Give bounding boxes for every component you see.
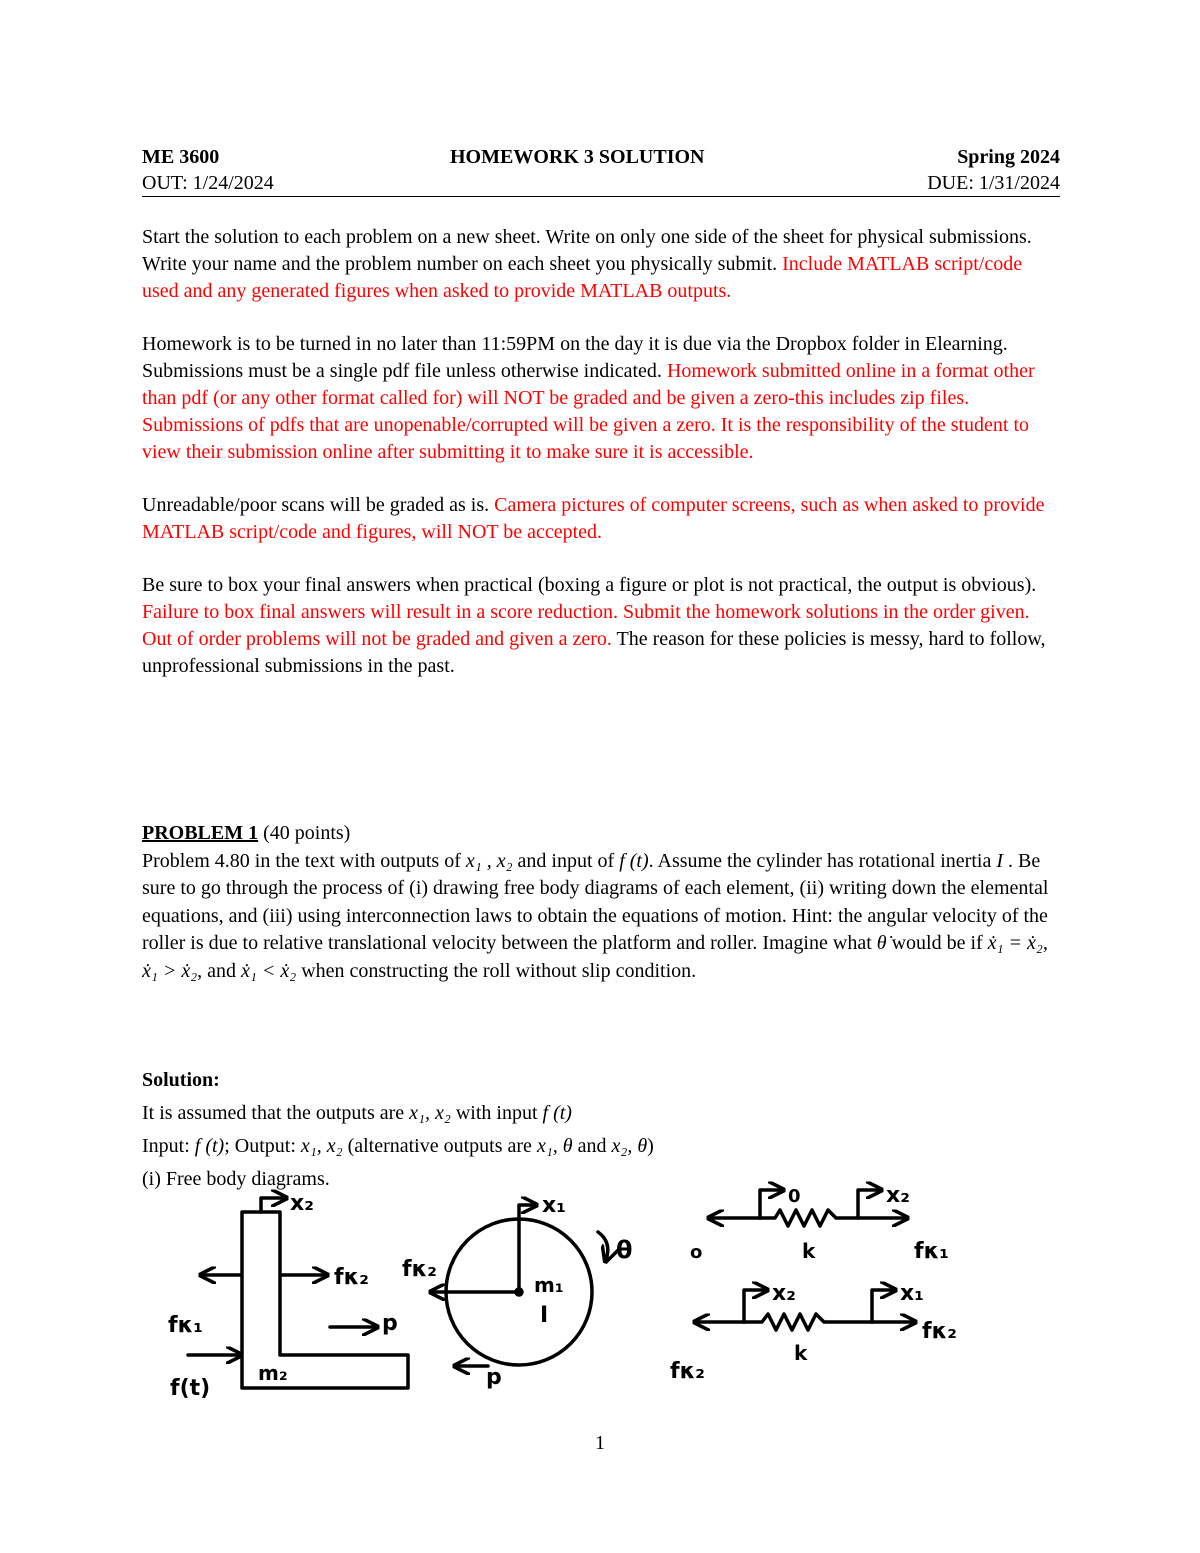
instructions [142, 224, 1062, 706]
math-expression: x₁ , x₂ [465, 849, 513, 872]
problem-text: . Assume the cylinder has [648, 849, 854, 872]
x2-label: x₂ [290, 1191, 314, 1216]
fk1-label-spring1: fκ₁ [914, 1239, 949, 1264]
solution-title: Solution: [142, 1069, 220, 1091]
problem-text: , and [197, 959, 237, 982]
spring-fbd-2 [670, 1281, 957, 1384]
k-label-spring1: k [802, 1239, 816, 1263]
problem-text: Problem 4.80 in the text with outputs of [142, 849, 466, 872]
instr-warning: Camera pictures of computer screens, such as when asked to provide MATLAB script/code and figures, will NOT be accepted. [142, 494, 1045, 543]
math-expression: x₁, x₂ [409, 1102, 451, 1124]
math-expression: ẋ₁ = ẋ₂, ẋ₁ > ẋ₂ [142, 932, 1048, 982]
page-number: 1 [595, 1432, 605, 1454]
math-expression: x₁, x₂ [300, 1135, 343, 1157]
problem-text: would be if [886, 932, 988, 954]
math-expression: f (t) [619, 849, 649, 872]
x2-arrow-spring1 [858, 1190, 880, 1218]
inertia-label: I [540, 1303, 549, 1328]
math-expression: I [996, 849, 1004, 872]
zero-label: 0 [788, 1186, 801, 1207]
x2-label-spring2: x₂ [772, 1281, 796, 1306]
solution-line-1 [142, 1097, 1062, 1130]
fk2-label-spring2-left: fκ₂ [670, 1359, 705, 1384]
instructions-paragraph-2 [142, 331, 1062, 466]
problem-text: when constructing the roll without slip condition. [296, 959, 697, 982]
term: Spring 2024 [957, 146, 1060, 168]
out-date: OUT: 1/24/2024 [142, 172, 274, 194]
instructions-paragraph-3 [142, 492, 1062, 546]
k-label-spring2: k [794, 1341, 808, 1365]
due-date: DUE: 1/31/2024 [927, 172, 1060, 194]
x2-label-spring1: x₂ [886, 1183, 910, 1208]
x1-label: x₁ [542, 1193, 566, 1218]
solution-text: It is assumed that the outputs are [142, 1102, 410, 1124]
free-body-diagrams [150, 1180, 990, 1410]
cylinder-fbd [402, 1193, 633, 1390]
problem-title: PROBLEM 1 [142, 822, 259, 844]
instr-warning: Homework submitted online in a format other than pdf (or any other format called for) will NOT be graded and be given a zero-this includes zip files. Submissions of pdfs that are unopenable/corrupted will be given a zero. It is the responsibility of the student to view their submission online after submitting it to make sure it is accessible. [142, 360, 1035, 463]
spring-fbd-1 [690, 1183, 949, 1264]
solution-text: and [572, 1135, 612, 1157]
instr-text: Start the solution to each problem on a new sheet. Write on only one side of the sheet for physical submissions. Write your name and the problem number on each sheet you physically submit. [142, 226, 1032, 275]
problem-heading [142, 820, 1062, 848]
math-expression: f (t) [194, 1135, 225, 1157]
problem-1 [142, 820, 1062, 985]
p-label-platform: p [382, 1311, 398, 1336]
m1-label: m₁ [534, 1273, 564, 1297]
instructions-paragraph-1 [142, 224, 1062, 305]
m2-label: m₂ [258, 1361, 288, 1385]
instr-text: The reason for these policies is messy, hard to follow, unprofessional submissions in the past. [142, 628, 1046, 677]
x1-arrow-spring2 [872, 1290, 894, 1322]
theta-arrow [598, 1232, 608, 1260]
x2-arrow-spring2 [744, 1290, 766, 1322]
instr-warning: Include MATLAB script/code used and any generated figures when asked to provide MATLAB outputs. [142, 253, 1023, 302]
problem-statement [142, 848, 1062, 986]
x2-arrow [261, 1198, 285, 1212]
spring1-zigzag [760, 1210, 858, 1226]
solution [142, 1064, 1062, 1196]
instr-warning: Failure to box final answers will result in a score reduction. Submit the homework solutions in the order given. Out of order problems will not be graded and given a zero. [142, 601, 1030, 650]
math-expression: x₂, θ [611, 1135, 648, 1157]
cylinder-center [516, 1289, 522, 1295]
p-label-cylinder: p [486, 1365, 502, 1390]
spring2-zigzag [744, 1314, 872, 1330]
instructions-paragraph-4 [142, 572, 1062, 680]
fk2-label-spring2: fκ₂ [922, 1319, 957, 1344]
instr-text: Homework is to be turned in no later than 11:59PM on the day it is due via the Dropbox folder in Elearning. Submissions must be a single pdf file unless otherwise indicated. [142, 333, 1008, 382]
solution-line-3: (i) Free body diagrams. [142, 1168, 330, 1190]
theta-label: θ [616, 1236, 633, 1264]
fk2-label-platform: fκ₂ [334, 1265, 369, 1290]
document-title: HOMEWORK 3 SOLUTION [450, 146, 705, 168]
math-expression: x₁, θ [536, 1135, 573, 1157]
instr-text: Unreadable/poor scans will be graded as is. [142, 494, 490, 516]
problem-text: rotational inertia [858, 849, 997, 872]
header-row-1 [142, 146, 1060, 172]
problem-text: and input of [512, 849, 620, 872]
math-expression: ẋ₁ < ẋ₂ [241, 959, 297, 982]
math-expression: f (t) [542, 1102, 572, 1124]
fk1-label: fκ₁ [168, 1313, 203, 1338]
x1-label-spring2: x₁ [900, 1281, 924, 1306]
solution-text: ) [647, 1135, 654, 1157]
solution-text: ; Output: [224, 1135, 301, 1157]
problem-points: (40 points) [258, 822, 351, 844]
ft-label: f(t) [170, 1376, 211, 1401]
fk2-label-cylinder: fκ₂ [402, 1257, 437, 1282]
o-label: o [690, 1242, 703, 1263]
solution-text: (alternative outputs are [342, 1135, 537, 1157]
platform-fbd [168, 1191, 408, 1401]
solution-line-2 [142, 1130, 1062, 1163]
solution-text: Input: [142, 1135, 195, 1157]
course-code: ME 3600 [142, 146, 220, 168]
solution-text: with input [450, 1102, 543, 1124]
header-row-2 [142, 172, 1060, 197]
instr-text: Be sure to box your final answers when practical (boxing a figure or plot is not practical, the output is obvious). [142, 574, 1037, 596]
problem-text: . Be sure to go through the process of (i) drawing free body diagrams of each element, (ii) writing down the elemental equations, and (iii) using interconnection laws to obtain the equations of motion. Hint: the angular velocity of the roller is due to relative translational velocity between the platform and roller. Imagine what [142, 849, 1049, 954]
math-expression: θ̇ [876, 932, 887, 954]
